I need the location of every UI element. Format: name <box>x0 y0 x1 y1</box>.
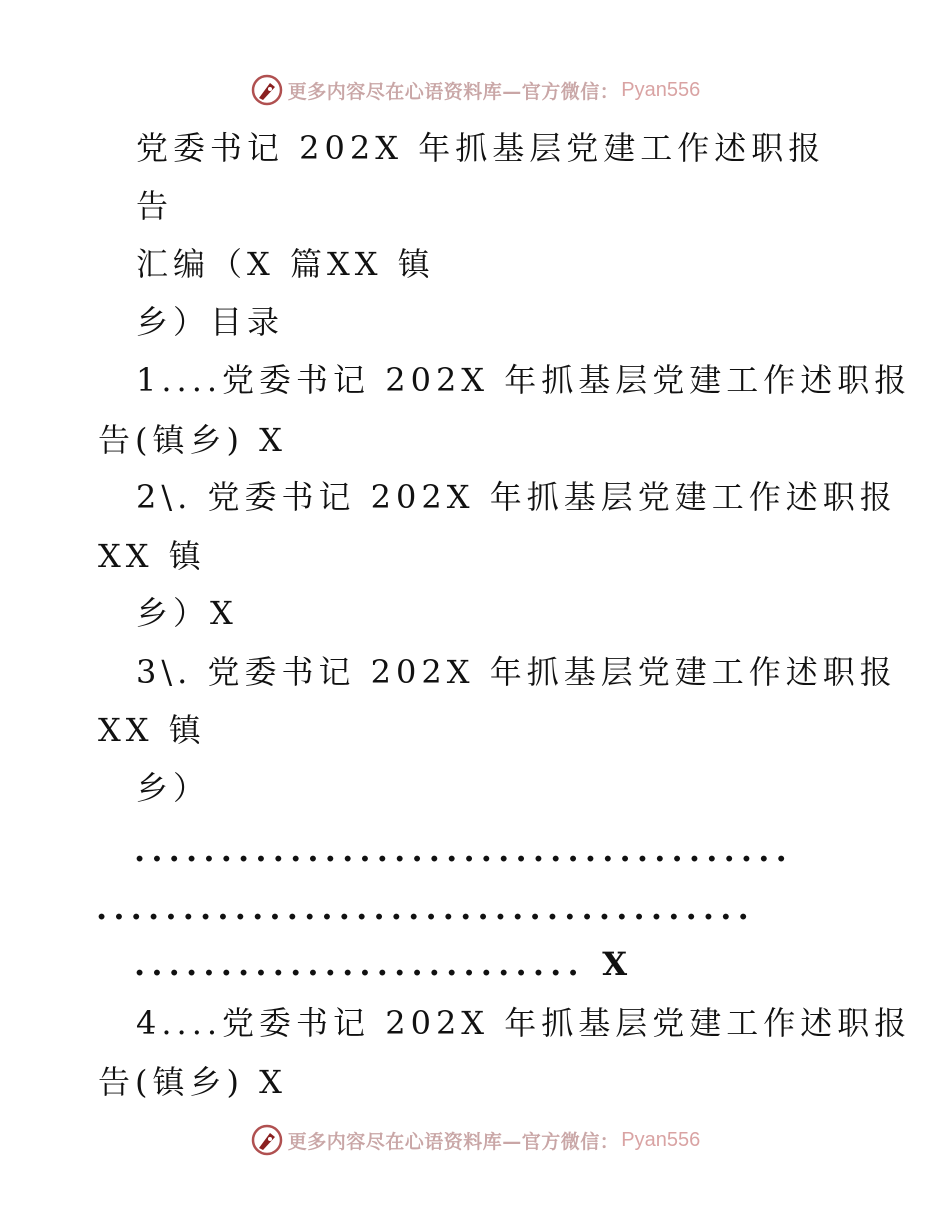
toc-entry-1-line-1: 1....党委书记 202X 年抓基层党建工作述职报 <box>136 361 912 399</box>
toc-entry-4-line-1: 4....党委书记 202X 年抓基层党建工作述职报 <box>136 1004 912 1042</box>
title-line-1: 党委书记 202X 年抓基层党建工作述职报 <box>136 129 826 167</box>
subtitle-line-1: 汇编（X 篇XX 镇 <box>136 245 435 283</box>
pen-nib-circle-icon <box>250 73 284 107</box>
toc-entry-3-leader-dots-3: .......................... X <box>134 945 634 983</box>
toc-entry-3-leader-dots-2: ...................................... <box>96 889 755 927</box>
subtitle-line-2: 乡）目录 <box>136 303 285 341</box>
toc-entry-2-line-3: 乡）X <box>136 594 238 632</box>
watermark-banner-bottom <box>0 1120 950 1160</box>
toc-entry-3-line-1: 3\. 党委书记 202X 年抓基层党建工作述职报 <box>136 653 897 691</box>
toc-entry-3-leader-dots-1: ...................................... <box>134 831 793 869</box>
toc-entry-1-line-2: 告(镇乡) X <box>98 421 287 459</box>
title-line-2: 告 <box>136 187 174 225</box>
pen-nib-circle-icon <box>250 1123 284 1157</box>
toc-entry-3-line-2: XX 镇 <box>98 711 206 749</box>
toc-entry-4-line-2: 告(镇乡) X <box>98 1063 287 1101</box>
watermark-text: 更多内容尽在心语资料库—官方微信： <box>287 1130 620 1153</box>
watermark-account: Pyan556 <box>621 78 701 101</box>
toc-entry-3-line-3: 乡） <box>136 769 211 807</box>
watermark-text: 更多内容尽在心语资料库—官方微信： <box>287 80 620 103</box>
watermark-account: Pyan556 <box>621 1128 701 1151</box>
toc-entry-2-line-1: 2\. 党委书记 202X 年抓基层党建工作述职报 <box>136 478 897 516</box>
toc-entry-2-line-2: XX 镇 <box>98 537 206 575</box>
watermark-banner-top <box>0 70 950 110</box>
